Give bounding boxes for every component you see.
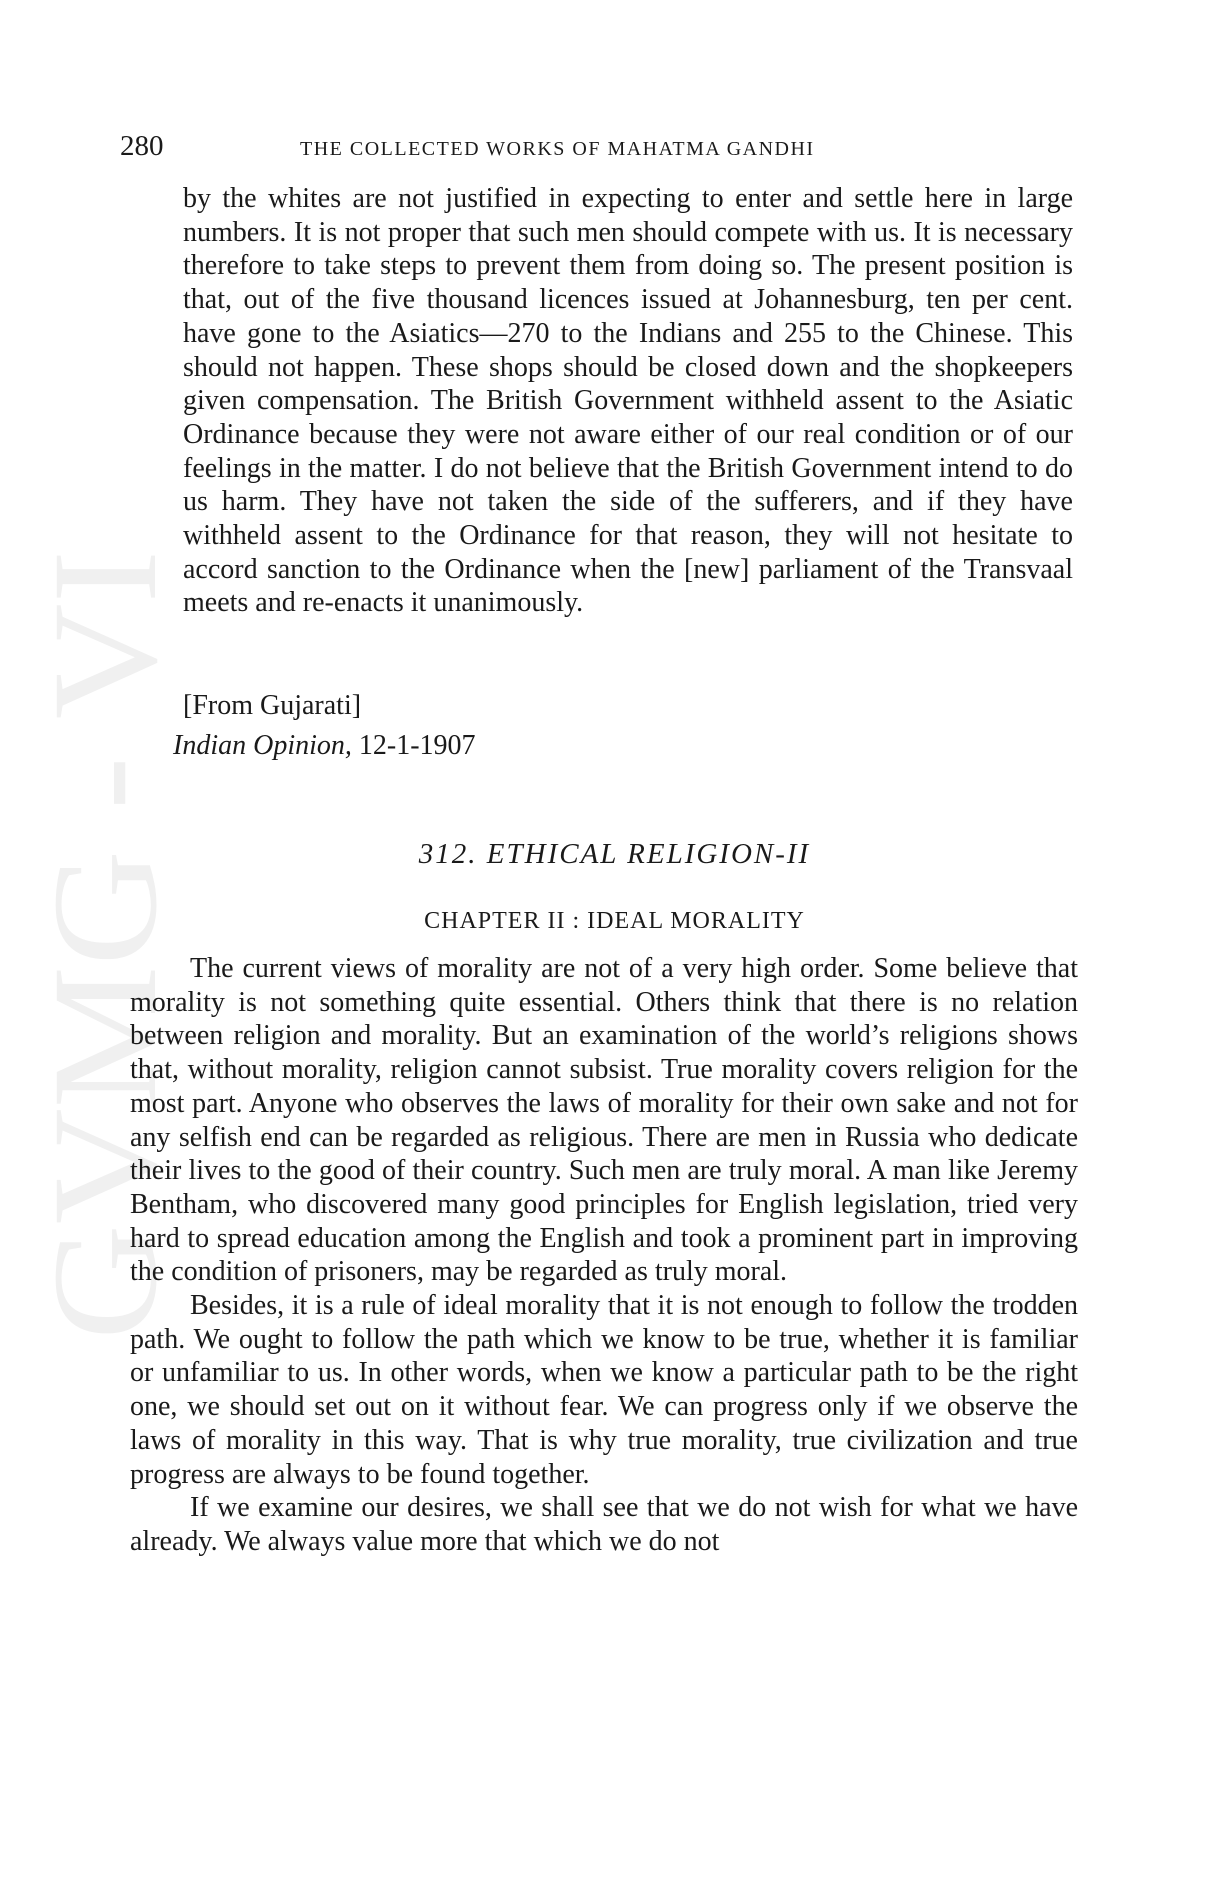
body-paragraph: The current views of morality are not of a very high order. Some believe that morality is not something quite essential. Others think that there is no relation between religion and morality. But an examination of the world’s religions shows that, without morality, religion cannot subsist. True morality covers religion for the most part. Anyone who observes the laws of morality for their own sake and not for any selfish end can be regarded as religious. There are men in Russia who dedicate their lives to the good of their country. Such men are truly moral. A man like Jeremy Bentham, who discovered many good principles for English legislation, tried very hard to spread education among the English and took a prominent part in improving the condition of prisoners, may be regarded as truly moral. — [130, 953, 1078, 1288]
watermark-text: GVMG - VI — [22, 601, 188, 1340]
continuation-paragraph — [183, 182, 1073, 620]
article-title: 312. ETHICAL RELIGION-II — [418, 838, 811, 870]
body-paragraph: If we examine our desires, we shall see that we do not wish for what we have already. We always value more that which we do not — [130, 1492, 1078, 1557]
article-body — [130, 952, 1078, 1559]
page-header — [120, 130, 1080, 170]
publication-name: Indian Opinion, — [173, 730, 352, 761]
running-title: THE COLLECTED WORKS OF MAHATMA GANDHI — [300, 138, 815, 160]
publication-date: 12-1-1907 — [358, 730, 476, 761]
continuation-text: by the whites are not justified in expecting to enter and settle here in large numbers. It is not proper that such men should compete with us. It is necessary therefore to take steps to prevent them from doing so. The present position is that, out of the five thousand licences issued at Johannesburg, ten per cent. have gone to the Asiatics—270 to the Indians and 255 to the Chinese. This should not happen. These shops should be closed down and the shopkeepers given compensation. The British Government withheld assent to the Asiatic Ordinance because they were not aware either of our real condition or of our feelings in the matter. I do not believe that the British Government intend to do us harm. They have not taken the side of the sufferers, and if they have withheld assent to the Ordinance for that reason, they will not hesitate to accord sanction to the Ordinance when the [new] parliament of the Transvaal meets and re-enacts it unanimously. — [183, 183, 1073, 619]
page-number: 280 — [120, 130, 164, 162]
chapter-title: CHAPTER II : IDEAL MORALITY — [424, 908, 805, 934]
citation — [173, 730, 476, 762]
source-note: [From Gujarati] — [183, 690, 362, 721]
body-paragraph: Besides, it is a rule of ideal morality that it is not enough to follow the trodden path. We ought to follow the path which we know to be true, whether it is familiar or unfamiliar to us. In other words, when we know a particular path to be the right one, we should set out on it without fear. We can progress only if we observe the laws of morality in this way. That is why true morality, true civilization and true progress are always to be found together. — [130, 1290, 1078, 1490]
